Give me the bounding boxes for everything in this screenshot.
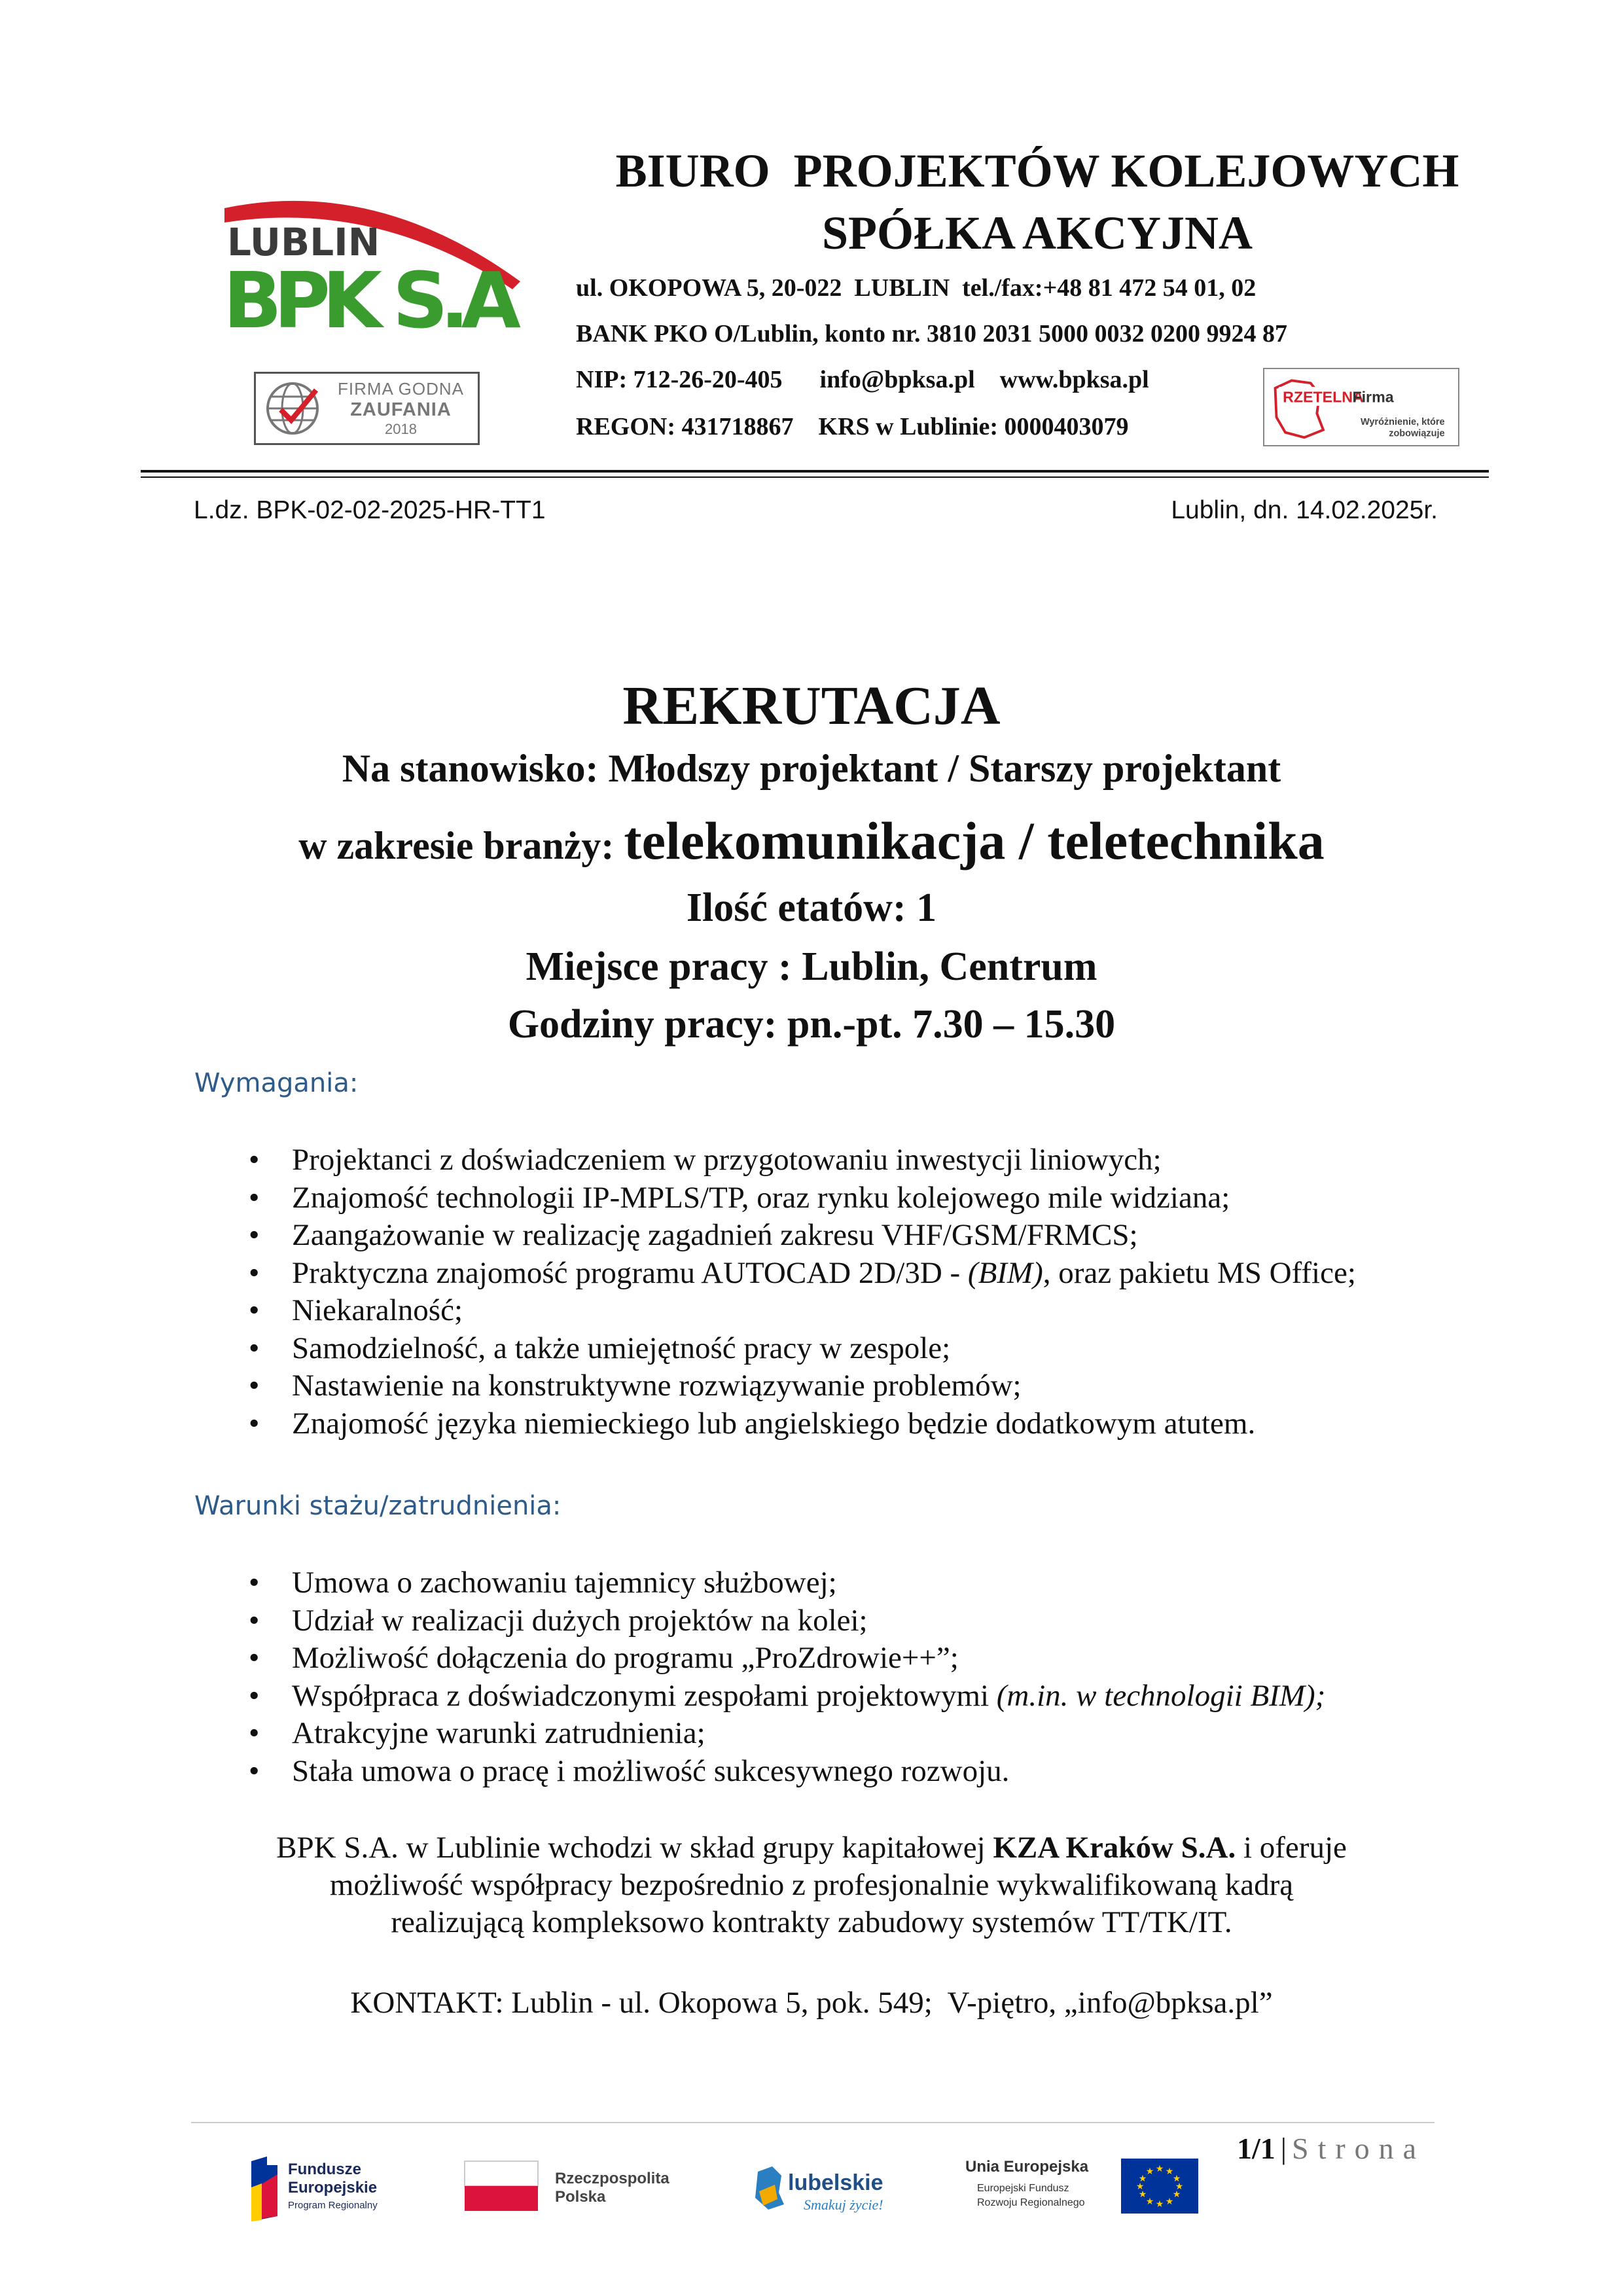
rzetelna-tagline2: zobowiązuje [1389, 428, 1445, 439]
list-item: • Praktyczna znajomość programu AUTOCAD 2D/3D - (BIM), oraz pakietu MS Office; [249, 1255, 1525, 1293]
list-item: • Znajomość języka niemieckiego lub angielskiego będzie dodatkowym atutem. [249, 1405, 1525, 1443]
svg-text:★: ★ [1175, 2181, 1184, 2192]
about-paragraph: BPK S.A. w Lublinie wchodzi w skład grupy kapitałowej KZA Kraków S.A. i oferuje możliwość współpracy bezpośrednio z profesjonalnie wykwalifikowaną kadrą realizującą kompleksowo kontrakty zabudowy systemów TT/TK/IT. [276, 1831, 1347, 1939]
bullet-icon: • [249, 1331, 260, 1365]
svg-text:★: ★ [1165, 2166, 1174, 2177]
bullet-icon: • [249, 1716, 260, 1750]
globe-check-icon [261, 377, 324, 440]
rzetelna-firma: Firma [1352, 388, 1394, 406]
svg-text:Europejskie: Europejskie [288, 2179, 378, 2197]
branch-name: telekomunikacja / teletechnika [624, 811, 1325, 870]
requirements-list [249, 1141, 1525, 1443]
bullet-icon: • [249, 1255, 260, 1290]
company-name [576, 140, 1499, 264]
rzetelna-brand: RZETELNA [1283, 388, 1364, 406]
workplace: Miejsce pracy : Lublin, Centrum [526, 944, 1097, 989]
svg-text:★: ★ [1172, 2174, 1181, 2184]
bpk-logo [219, 183, 527, 340]
svg-text:Unia Europejska: Unia Europejska [965, 2158, 1089, 2176]
list-item: • Atrakcyjne warunki zatrudnienia; [249, 1715, 1525, 1753]
list-item: • Zaangażowanie w realizację zagadnień zakresu VHF/GSM/FRMCS; [249, 1217, 1525, 1255]
requirements-heading: Wymagania: [194, 1068, 359, 1098]
page-number: 1/1 | Strona [1237, 2132, 1426, 2165]
reference-number: L.dz. BPK-02-02-2025-HR-TT1 [194, 496, 546, 524]
header-divider-thin [141, 476, 1489, 478]
rzetelna-tagline1: Wyróżnienie, które [1360, 417, 1445, 428]
company-nip: NIP: 712-26-20-405 info@bpksa.pl www.bpksa.pl [576, 366, 1149, 393]
page-title: REKRUTACJA [622, 675, 1001, 736]
svg-text:★: ★ [1135, 2181, 1145, 2192]
svg-text:Fundusze: Fundusze [288, 2161, 361, 2178]
logo-name: BPK S.A [223, 255, 521, 340]
document-date: Lublin, dn. 14.02.2025r. [1171, 496, 1438, 524]
lubelskie-logo [746, 2159, 903, 2217]
footer-divider [191, 2122, 1435, 2123]
positions-count: Ilość etatów: 1 [686, 886, 937, 930]
bullet-icon: • [249, 1180, 260, 1215]
list-item: • Umowa o zachowaniu tajemnicy służbowej; [249, 1564, 1525, 1602]
company-address: ul. OKOPOWA 5, 20-022 LUBLIN tel./fax:+48 81 472 54 01, 02 [576, 274, 1257, 302]
company-line1: BIURO PROJEKTÓW KOLEJOWYCH [615, 145, 1459, 197]
branch-line [0, 810, 1623, 872]
fundusze-europejskie-logo [247, 2148, 418, 2223]
list-item: • Stała umowa o pracę i możliwość sukcesywnego rozwoju. [249, 1753, 1525, 1791]
bullet-icon: • [249, 1293, 260, 1327]
conditions-list [249, 1564, 1525, 1790]
svg-text:★: ★ [1138, 2189, 1147, 2200]
position-line: Na stanowisko: Młodszy projektant / Starszy projektant [342, 747, 1281, 790]
bullet-icon: • [249, 1753, 260, 1788]
bullet-icon: • [249, 1566, 260, 1600]
svg-text:lubelskie: lubelskie [788, 2170, 883, 2195]
svg-text:Polska: Polska [555, 2188, 606, 2206]
svg-text:★: ★ [1145, 2197, 1154, 2207]
list-item: • Znajomość technologii IP-MPLS/TP, oraz rynku kolejowego mile widziana; [249, 1179, 1525, 1217]
bullet-icon: • [249, 1143, 260, 1177]
company-bank: BANK PKO O/Lublin, konto nr. 3810 2031 5000 0032 0200 9924 87 [576, 320, 1288, 348]
work-hours: Godziny pracy: pn.-pt. 7.30 – 15.30 [507, 1002, 1116, 1047]
svg-text:Europejski Fundusz: Europejski Fundusz [977, 2183, 1069, 2194]
branch-prefix: w zakresie branży: [298, 824, 624, 867]
svg-text:Rozwoju Regionalnego: Rozwoju Regionalnego [977, 2197, 1085, 2208]
trust-line2: ZAUFANIA [350, 399, 452, 420]
svg-text:Program Regionalny: Program Regionalny [288, 2200, 378, 2211]
trust-badge [254, 372, 480, 445]
bullet-icon: • [249, 1641, 260, 1675]
list-item: • Samodzielność, a także umiejętność pracy w zespole; [249, 1330, 1525, 1368]
trust-year: 2018 [385, 420, 417, 437]
svg-text:★: ★ [1155, 2164, 1164, 2174]
bullet-icon: • [249, 1603, 260, 1638]
bullet-icon: • [249, 1678, 260, 1713]
svg-text:★: ★ [1145, 2166, 1154, 2177]
rzetelna-firma-logo [1263, 368, 1459, 446]
list-item: • Współpraca z doświadczonymi zespołami projektowymi (m.in. w technologii BIM); [249, 1677, 1525, 1715]
bullet-icon: • [249, 1406, 260, 1441]
svg-text:★: ★ [1138, 2174, 1147, 2184]
bullet-icon: • [249, 1218, 260, 1252]
svg-text:★: ★ [1165, 2197, 1174, 2207]
company-regon: REGON: 431718867 KRS w Lublinie: 0000403079 [576, 413, 1129, 440]
svg-text:★: ★ [1155, 2199, 1164, 2210]
list-item: • Możliwość dołączenia do programu „ProZdrowie++”; [249, 1640, 1525, 1677]
list-item: • Nastawienie na konstruktywne rozwiązywanie problemów; [249, 1367, 1525, 1405]
company-line2: SPÓŁKA AKCYJNA [821, 207, 1253, 259]
rzeczpospolita-polska-logo [463, 2160, 686, 2212]
unia-europejska-logo [965, 2153, 1201, 2219]
svg-text:★: ★ [1172, 2189, 1181, 2200]
list-item: • Niekaralność; [249, 1292, 1525, 1330]
conditions-heading: Warunki stażu/zatrudnienia: [194, 1491, 562, 1521]
trust-line1: FIRMA GODNA [337, 378, 464, 399]
list-item: • Udział w realizacji dużych projektów na kolei; [249, 1602, 1525, 1640]
svg-text:Rzeczpospolita: Rzeczpospolita [555, 2170, 669, 2187]
svg-text:Smakuj życie!: Smakuj życie! [804, 2197, 883, 2213]
header-divider [141, 470, 1489, 473]
list-item: • Projektanci z doświadczeniem w przygotowaniu inwestycji liniowych; [249, 1141, 1525, 1179]
logo-city: LUBLIN [227, 220, 380, 264]
bullet-icon: • [249, 1369, 260, 1403]
contact-line: KONTAKT: Lublin - ul. Okopowa 5, pok. 549; V-piętro, „info@bpksa.pl” [350, 1986, 1273, 2020]
